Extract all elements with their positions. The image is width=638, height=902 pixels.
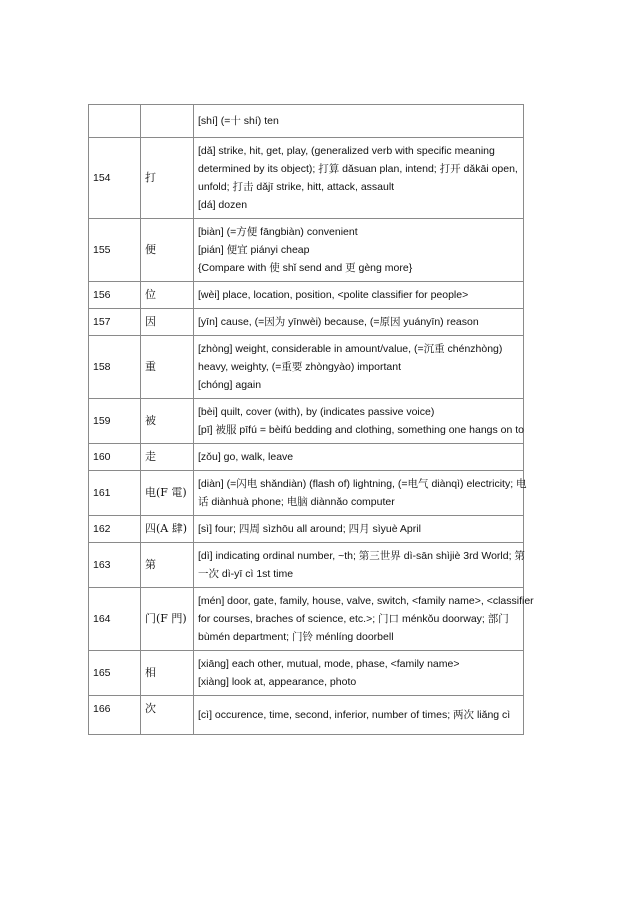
entry-number: 164	[89, 588, 141, 651]
definition-line: for courses, braches of science, etc.>; 门口 ménkǒu doorway; 部门	[198, 613, 509, 625]
table-row	[89, 588, 524, 651]
entry-number: 166	[89, 696, 141, 735]
entry-definition	[194, 471, 527, 516]
definition-line: [wèi] place, location, position, <polite classifier for people>	[198, 289, 469, 301]
entry-character: 重	[141, 336, 194, 399]
definition-line: [bèi] quilt, cover (with), by (indicates passive voice)	[198, 406, 435, 418]
table-row	[89, 336, 524, 399]
entry-number: 156	[89, 282, 141, 309]
table-row	[89, 696, 524, 735]
definition-line: [shí] (=十 shí) ten	[198, 115, 279, 127]
table-row	[89, 282, 524, 309]
entry-number: 162	[89, 516, 141, 543]
table-row	[89, 444, 524, 471]
entry-definition	[194, 651, 524, 696]
entry-definition	[194, 219, 524, 282]
table-row	[89, 543, 524, 588]
definition-line: [cì] occurence, time, second, inferior, number of times; 两次 liǎng cì	[198, 709, 511, 721]
entry-character: 门(F 門)	[141, 588, 194, 651]
entry-definition	[194, 282, 524, 309]
entry-number: 154	[89, 138, 141, 219]
definition-line: [xiāng] each other, mutual, mode, phase, <family name>	[198, 658, 460, 670]
table-row	[89, 309, 524, 336]
table-row	[89, 138, 524, 219]
entry-character: 电(F 電)	[141, 471, 194, 516]
entry-number: 155	[89, 219, 141, 282]
entry-definition	[194, 588, 534, 651]
definition-line: [xiàng] look at, appearance, photo	[198, 676, 357, 688]
entry-number: 163	[89, 543, 141, 588]
table-row	[89, 516, 524, 543]
table-row	[89, 219, 524, 282]
entry-number: 158	[89, 336, 141, 399]
entry-character: 位	[141, 282, 194, 309]
table-row	[89, 651, 524, 696]
entry-character: 便	[141, 219, 194, 282]
definition-line: [zǒu] go, walk, leave	[198, 451, 294, 463]
entry-character: 走	[141, 444, 194, 471]
entry-number	[89, 105, 141, 138]
table-body	[89, 105, 534, 735]
definition-line: [dá] dozen	[198, 199, 248, 211]
entry-character: 四(A 肆)	[141, 516, 194, 543]
definition-line: [pī] 被服 pīfú = bèifú bedding and clothing, something one hangs on to	[198, 424, 525, 436]
entry-character: 被	[141, 399, 194, 444]
definition-line: [dǎ] strike, hit, get, play, (generalized verb with specific meaning	[198, 145, 495, 157]
definition-line: [diàn] (=闪电 shǎndiàn) (flash of) lightning, (=电气 diànqì) electricity; 电	[198, 478, 527, 490]
entry-definition	[194, 543, 524, 588]
entry-number: 161	[89, 471, 141, 516]
table-row	[89, 105, 524, 138]
definition-line: [mén] door, gate, family, house, valve, switch, <family name>, <classifier	[198, 595, 534, 607]
entry-character	[141, 105, 194, 138]
entry-definition	[194, 309, 524, 336]
definition-line: 话 diànhuà phone; 电脑 diànnǎo computer	[198, 496, 395, 508]
character-dictionary-table	[88, 104, 534, 735]
entry-definition	[194, 444, 524, 471]
entry-character: 因	[141, 309, 194, 336]
definition-line: heavy, weighty, (=重要 zhòngyào) important	[198, 361, 401, 373]
entry-definition	[194, 696, 524, 735]
entry-character: 第	[141, 543, 194, 588]
entry-character: 打	[141, 138, 194, 219]
table-row	[89, 471, 524, 516]
definition-line: [biàn] (=方便 fāngbiàn) convenient	[198, 226, 358, 238]
entry-definition	[194, 516, 524, 543]
definition-line: bùmén department; 门铃 ménlíng doorbell	[198, 631, 394, 643]
definition-line: [yīn] cause, (=因为 yīnwèi) because, (=原因 yuányīn) reason	[198, 316, 479, 328]
entry-definition	[194, 336, 524, 399]
entry-definition	[194, 138, 524, 219]
definition-line: determined by its object); 打算 dǎsuan plan, intend; 打开 dǎkāi open,	[198, 163, 518, 175]
definition-line: [dì] indicating ordinal number, ~th; 第三世界 dì-sān shìjiè 3rd World; 第	[198, 550, 525, 562]
entry-character: 次	[141, 696, 194, 735]
definition-line: [zhòng] weight, considerable in amount/value, (=沉重 chénzhòng)	[198, 343, 503, 355]
definition-line: [pián] 便宜 piányi cheap	[198, 244, 310, 256]
definition-line: [chóng] again	[198, 379, 262, 391]
definition-line: 一次 dì-yī cì 1st time	[198, 568, 294, 580]
entry-character: 相	[141, 651, 194, 696]
entry-number: 160	[89, 444, 141, 471]
entry-number: 159	[89, 399, 141, 444]
definition-line: [sì] four; 四周 sìzhōu all around; 四月 sìyuè April	[198, 523, 421, 535]
entry-number: 157	[89, 309, 141, 336]
definition-line: {Compare with 使 shǐ send and 更 gèng more}	[198, 262, 413, 274]
definition-line: unfold; 打击 dǎjī strike, hitt, attack, assault	[198, 181, 395, 193]
entry-definition	[194, 105, 524, 138]
entry-number: 165	[89, 651, 141, 696]
table-row	[89, 399, 524, 444]
entry-definition	[194, 399, 524, 444]
